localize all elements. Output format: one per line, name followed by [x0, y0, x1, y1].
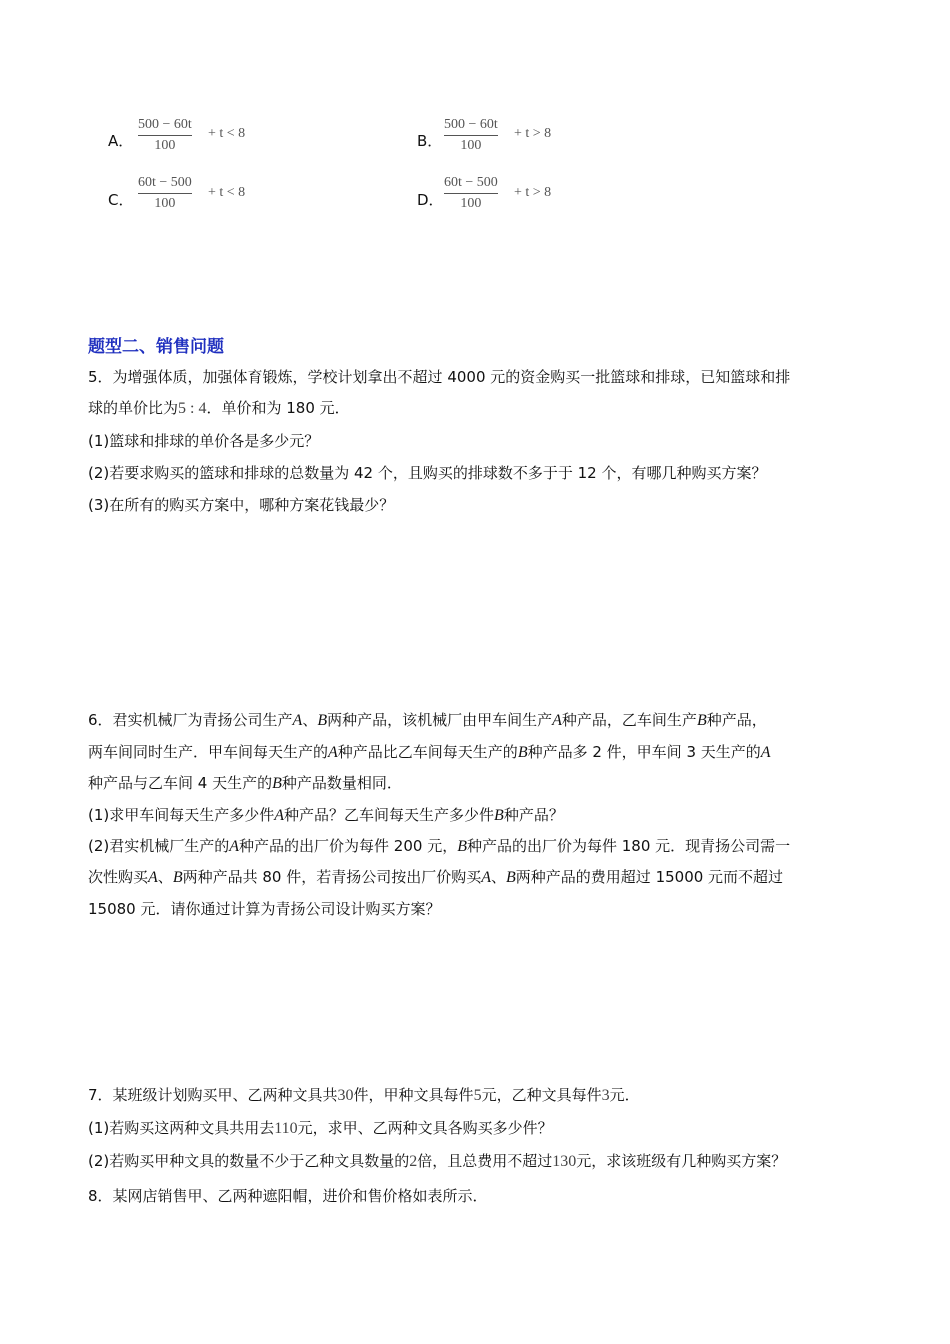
option-d-tail: + t > 8: [514, 185, 552, 200]
q7-number: 2: [409, 1153, 418, 1170]
option-d-denominator: 100: [460, 196, 482, 211]
option-c-tail: + t < 8: [208, 185, 246, 200]
q7-number: 5: [473, 1087, 482, 1104]
q7-text: 倍，且总费用不超过: [417, 1152, 553, 1170]
q6-var-b: B: [272, 775, 282, 792]
q6-text: 种产品，: [706, 711, 767, 729]
q7-line-1: [88, 1084, 640, 1105]
q6-text: 种产品？乙车间每天生产多少件: [284, 806, 495, 824]
q5-line-2: [88, 397, 350, 418]
q6-line-2: [88, 741, 771, 762]
q6-part-2-end: 15080 元．请你通过计算为青扬公司设计购买方案？: [88, 900, 441, 918]
q7-number: 110: [274, 1120, 298, 1137]
q6-text: (1)求甲车间每天生产多少件: [88, 806, 275, 824]
option-a-label: A．: [108, 132, 134, 150]
option-c-fraction: [138, 174, 192, 213]
q7-text: 件，甲种文具每件: [353, 1086, 474, 1104]
q6-text: 种产品，乙车间生产: [561, 711, 697, 729]
q6-var-a: A: [552, 712, 562, 729]
option-d-numerator: 60t − 500: [444, 175, 498, 190]
q5-line-2b: ．单价和为 180 元．: [206, 399, 350, 417]
option-b-fraction: [444, 116, 498, 155]
q5-part-1: (1)篮球和排球的单价各是多少元？: [88, 432, 320, 450]
q6-text: 种产品与乙车间 4 天生产的: [88, 774, 273, 792]
q6-text: 次性购买: [88, 868, 149, 886]
q7-text: 元，求该班级有几种购买方案？: [576, 1152, 787, 1170]
q6-text: 、: [157, 868, 173, 886]
option-a-numerator: 500 − 60t: [138, 117, 192, 132]
q6-text: 种产品多 2 件，甲车间 3 天生产的: [527, 743, 761, 761]
q6-var-b: B: [517, 744, 528, 761]
q6-var-b: B: [506, 869, 516, 886]
q6-var-b: B: [317, 712, 328, 729]
q6-var-a: A: [229, 838, 240, 855]
option-b-label: B．: [417, 132, 443, 150]
q6-text: 两种产品共 80 件，若青扬公司按出厂价购买: [182, 868, 482, 886]
q7-text: 元．: [609, 1086, 640, 1104]
q7-text: 7．某班级计划购买甲、乙两种文具共: [88, 1086, 338, 1104]
q7-text: (2)若购买甲种文具的数量不少于乙种文具数量的: [88, 1152, 410, 1170]
option-b-numerator: 500 − 60t: [444, 117, 498, 132]
q6-text: 种产品？: [503, 806, 564, 824]
option-d-label: D．: [417, 191, 444, 209]
q6-var-a: A: [481, 869, 491, 886]
q6-var-b: B: [696, 712, 707, 729]
option-a-tail: + t < 8: [208, 126, 246, 141]
q6-var-a: A: [292, 712, 303, 729]
q6-part-2: [88, 835, 790, 856]
q5-ratio: 5 : 4: [178, 400, 207, 417]
q6-part-2-cont: [88, 866, 783, 887]
q6-text: 两车间同时生产．甲车间每天生产的: [88, 743, 329, 761]
q5-part-3: (3)在所有的购买方案中，哪种方案花钱最少？: [88, 496, 395, 514]
q6-text: 两种产品，该机械厂由甲车间生产: [327, 711, 553, 729]
q6-text: 、: [491, 868, 507, 886]
option-b-denominator: 100: [460, 138, 482, 153]
q6-var-a: A: [328, 744, 338, 761]
q6-text: 两种产品的费用超过 15000 元而不超过: [515, 868, 784, 886]
q6-line-3: [88, 772, 402, 793]
option-c-label: C．: [108, 191, 134, 209]
q7-part-2: [88, 1150, 786, 1171]
option-a-fraction: [138, 116, 192, 155]
option-c-numerator: 60t − 500: [138, 175, 192, 190]
q6-var-a: A: [760, 744, 771, 761]
q6-text: 种产品的出厂价为每件 200 元，: [239, 837, 458, 855]
q6-var-a: A: [274, 807, 285, 824]
q6-var-b: B: [494, 807, 504, 824]
q6-text: 种产品的出厂价为每件 180 元．现青扬公司需一: [466, 837, 791, 855]
q7-text: (1)若购买这两种文具共用去: [88, 1119, 275, 1137]
q7-number: 30: [337, 1087, 354, 1104]
q5-line-2a: 球的单价比为: [88, 399, 179, 417]
q7-text: 元，乙种文具每件: [481, 1086, 602, 1104]
option-d-fraction: [444, 174, 498, 213]
q8-line-1: 8．某网店销售甲、乙两种遮阳帽，进价和售价格如表所示．: [88, 1187, 488, 1205]
q6-part-1: [88, 804, 564, 825]
q7-number: 3: [601, 1087, 610, 1104]
option-b-tail: + t > 8: [514, 126, 552, 141]
q7-number: 130: [552, 1153, 577, 1170]
q5-part-2: (2)若要求购买的篮球和排球的总数量为 42 个，且购买的排球数不多于于 12 个，有哪几种购买方案？: [88, 464, 767, 482]
q6-text: 种产品数量相同．: [281, 774, 402, 792]
q6-line-1: [88, 709, 767, 730]
q6-text: 、: [302, 711, 318, 729]
q5-line-1: 5．为增强体质，加强体育锻炼，学校计划拿出不超过 4000 元的资金购买一批篮球和排球，已知篮球和排: [88, 368, 791, 386]
option-a-denominator: 100: [154, 138, 176, 153]
q6-text: 种产品比乙车间每天生产的: [337, 743, 518, 761]
q7-part-1: [88, 1117, 553, 1138]
q6-var-a: A: [148, 869, 158, 886]
q6-text: (2)君实机械厂生产的: [88, 837, 230, 855]
option-c-denominator: 100: [154, 196, 176, 211]
q6-text: 6．君实机械厂为青扬公司生产: [88, 711, 293, 729]
q6-var-b: B: [172, 869, 183, 886]
q7-text: 元，求甲、乙两种文具各购买多少件？: [297, 1119, 553, 1137]
section-heading: 题型二、销售问题: [88, 337, 224, 357]
q6-var-b: B: [457, 838, 467, 855]
